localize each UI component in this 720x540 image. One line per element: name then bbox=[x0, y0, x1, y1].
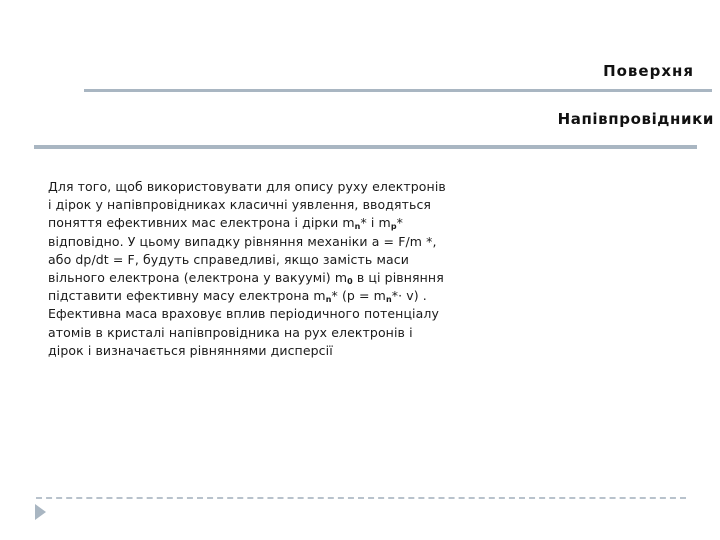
paragraph-text-3: * відповідно. У цьому випадку рівняння механіки a = F/m *, або dp/dt = F, будуть справедливі, якщо замість маси вільного електрона (електрона у вакуумі) m bbox=[48, 215, 437, 286]
subscript-n: n bbox=[385, 295, 392, 305]
slide-subtitle: Напівпровідники bbox=[557, 110, 714, 128]
subscript-p: p bbox=[390, 222, 397, 232]
title-divider bbox=[84, 89, 712, 92]
paragraph-text-4: в ці рівняння підставити ефективну масу електрона m bbox=[48, 270, 444, 304]
subscript-0: 0 bbox=[347, 277, 353, 287]
subtitle-divider bbox=[34, 145, 697, 149]
footer-dotted-line bbox=[36, 497, 686, 499]
body-paragraph bbox=[48, 178, 448, 360]
paragraph-text-1: Для того, щоб використовувати для опису руху електронів і дірок у напівпровідниках класичні уявлення, вводяться поняття ефективних мас електрона і дірки m bbox=[48, 179, 446, 231]
triangle-right-icon bbox=[35, 504, 46, 520]
paragraph-text-2: * і m bbox=[360, 215, 391, 231]
paragraph-text-6: *· v) . Ефективна маса враховує вплив періодичного потенціалу атомів в кристалі напівпровідника на рух електронів і дірок і визначається рівняннями дисперсії bbox=[48, 288, 439, 358]
subscript-n: n bbox=[325, 295, 332, 305]
slide-title: Поверхня bbox=[603, 62, 694, 80]
paragraph-text-5: * (p = m bbox=[331, 288, 386, 304]
subscript-n: n bbox=[354, 222, 361, 232]
